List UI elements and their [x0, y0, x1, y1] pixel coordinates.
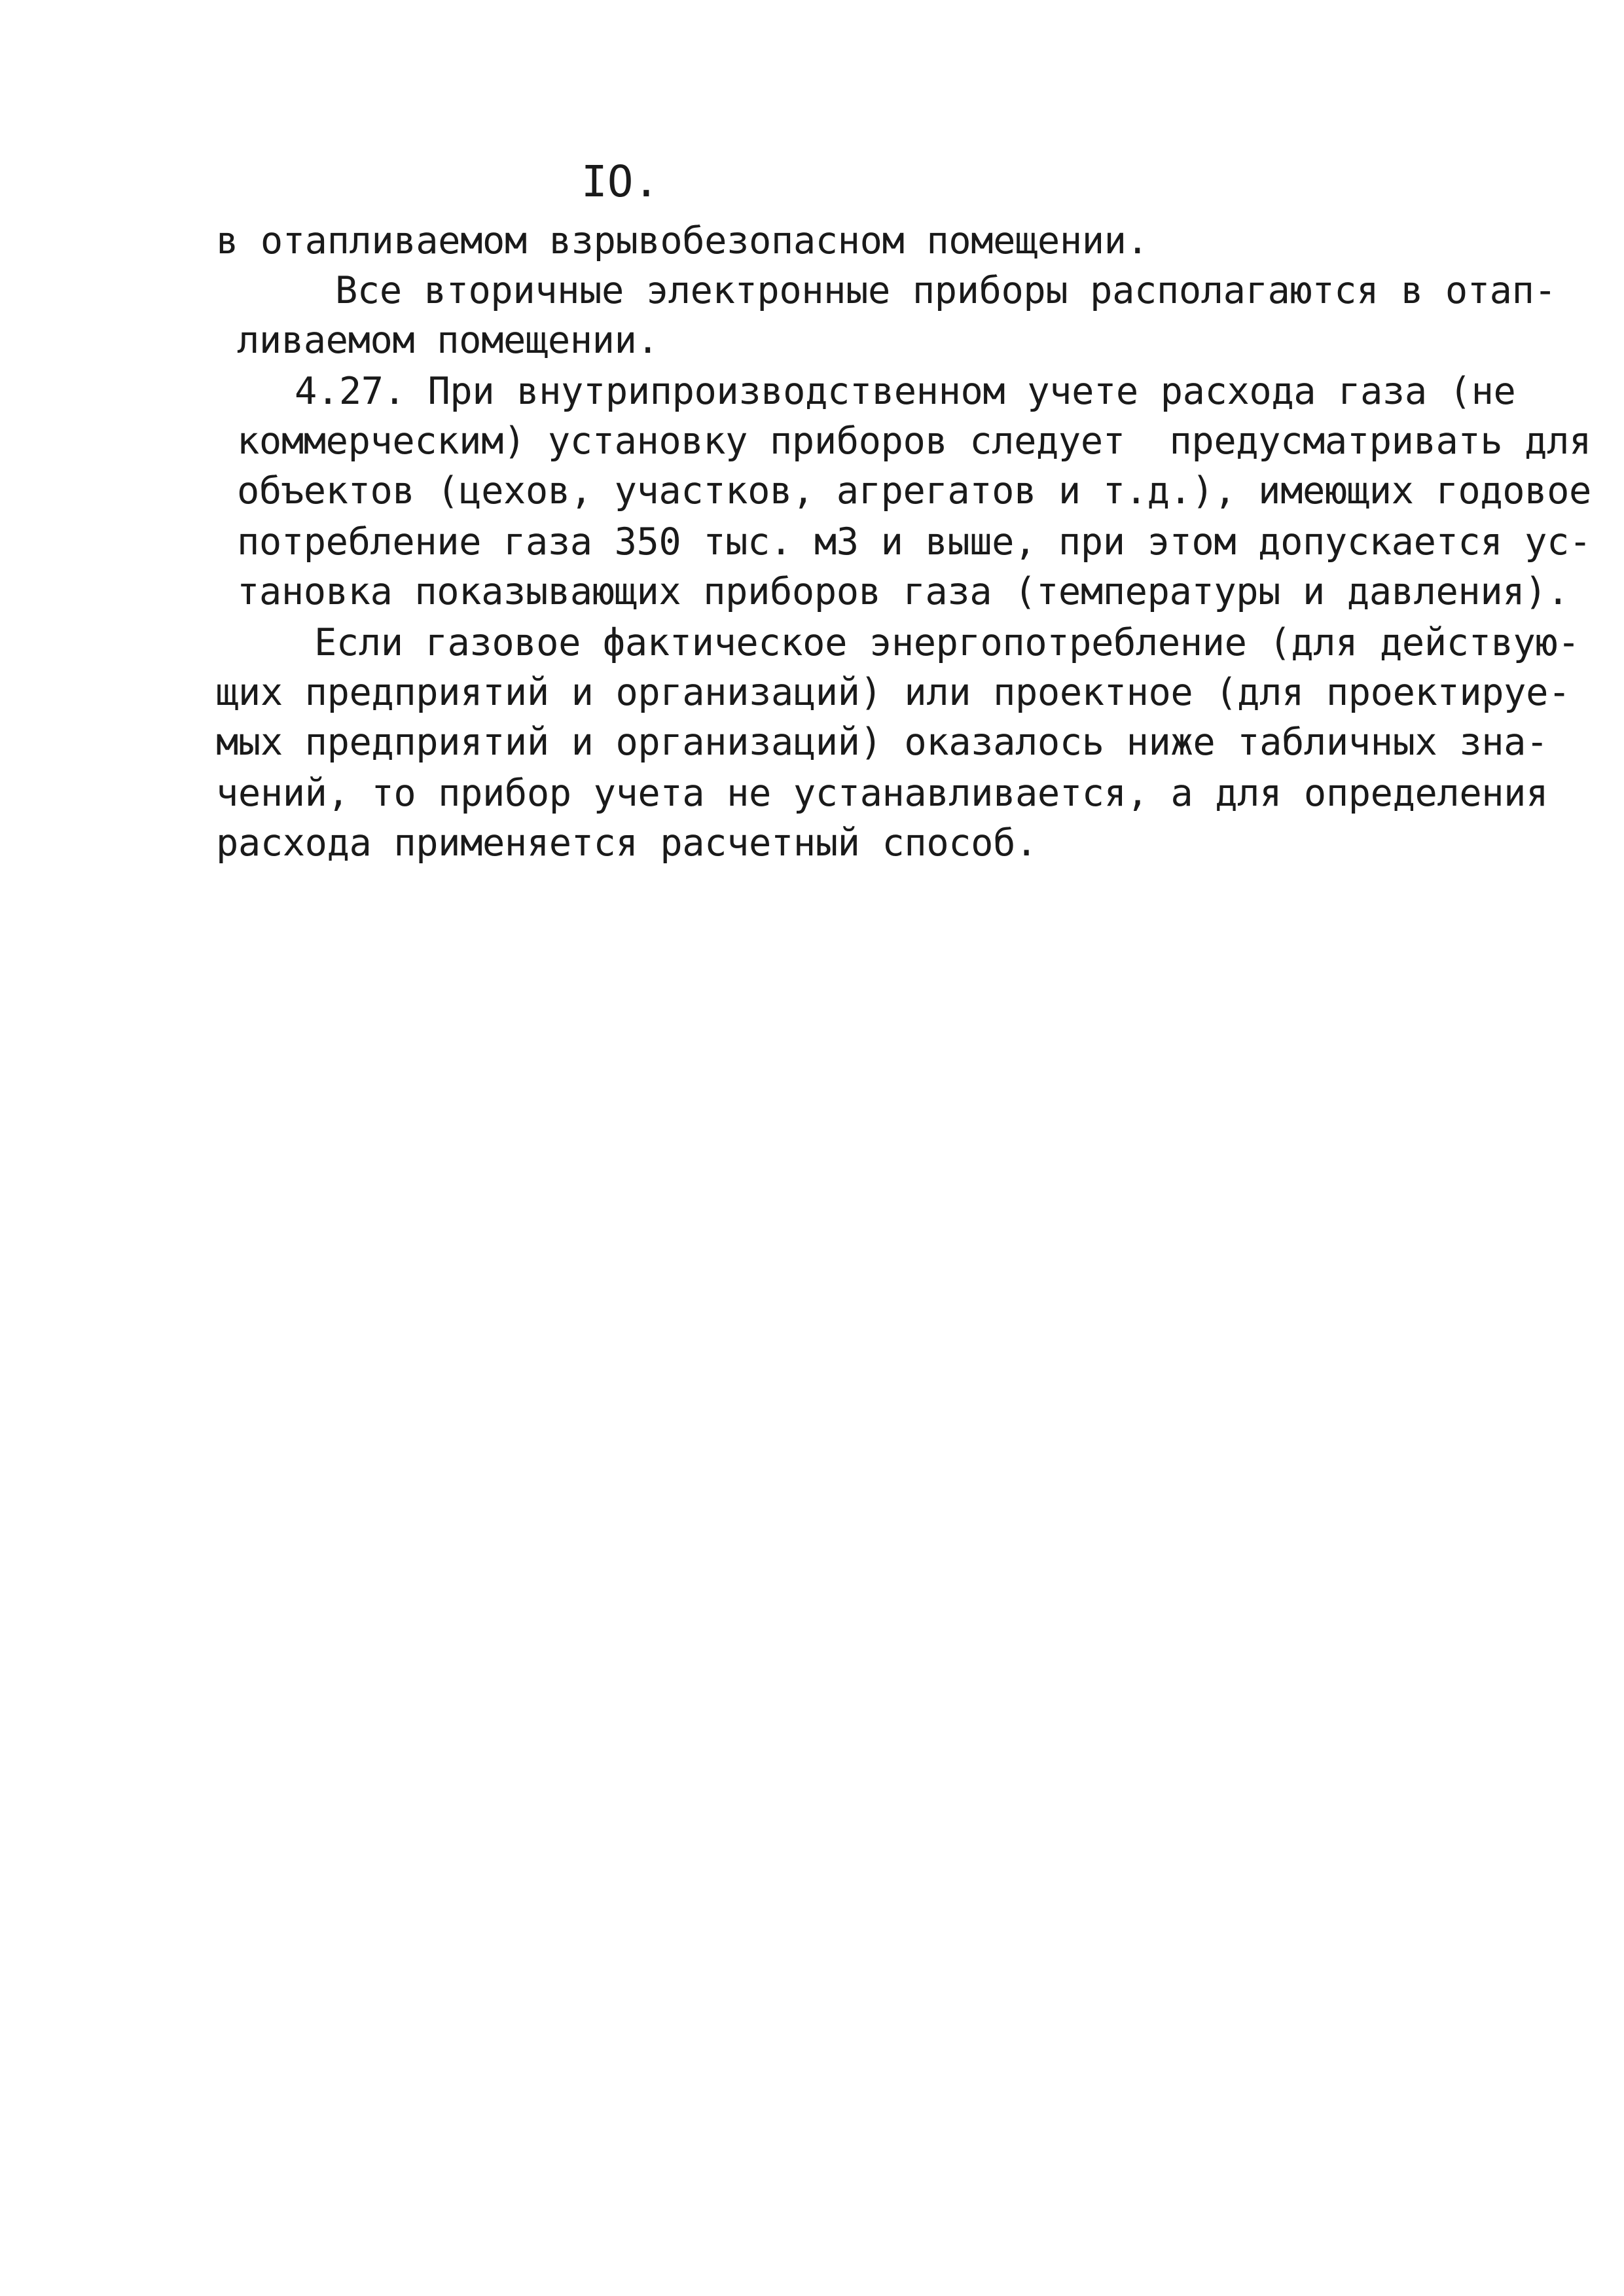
text-line: ливаемом помещении.	[237, 319, 659, 362]
text-line: в отапливаемом взрывобезопасном помещении.	[216, 219, 1149, 262]
page-number: IO.	[581, 156, 660, 207]
text-line: тановка показывающих приборов газа (температуры и давления).	[237, 570, 1570, 613]
text-line: Если газовое фактическое энергопотребление (для действую-	[314, 621, 1580, 664]
text-line: Все вторичные электронные приборы располагаются в отап-	[335, 269, 1557, 312]
text-line: чений, то прибор учета не устанавливается, а для определения	[216, 772, 1549, 815]
text-line: щих предприятий и организаций) или проектное (для проектируе-	[216, 671, 1570, 714]
text-line: мых предприятий и организаций) оказалось ниже табличных зна-	[216, 721, 1549, 764]
text-line: потребление газа 350 тыс. м3 и выше, при этом допускается ус-	[237, 520, 1591, 564]
text-line: 4.27. При внутрипроизводственном учете расхода газа (не	[295, 370, 1516, 413]
text-line: расхода применяется расчетный способ.	[216, 821, 1038, 865]
text-line: коммерческим) установку приборов следует предусматривать для	[237, 420, 1591, 463]
text-line: объектов (цехов, участков, агрегатов и т.д.), имеющих годовое	[237, 469, 1591, 512]
